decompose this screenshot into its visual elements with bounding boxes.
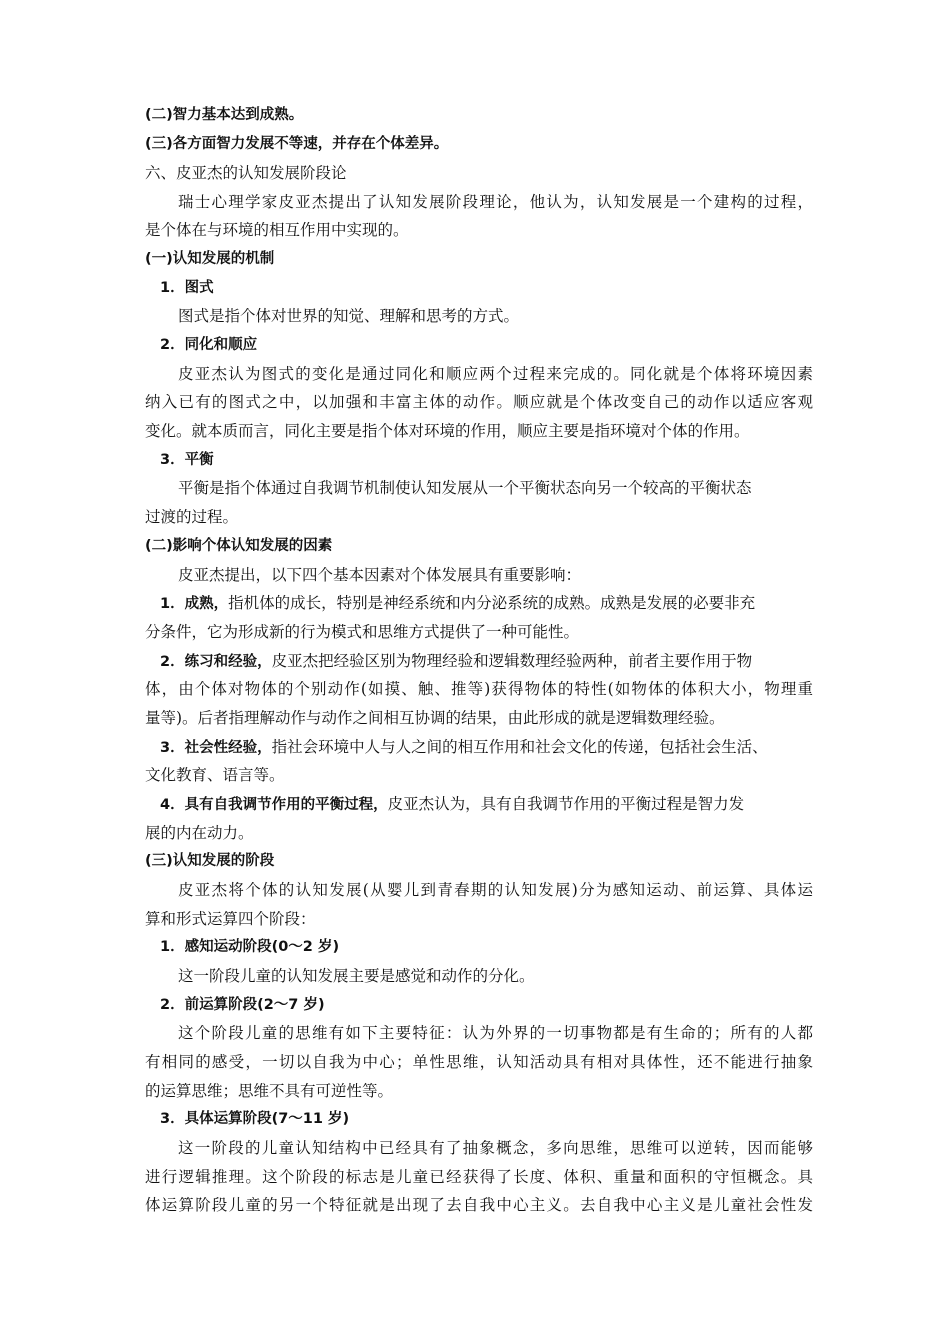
factor-text: 指机体的成长，特别是神经系统和内分泌系统的成熟。成熟是发展的必要非充 [228,594,756,612]
heading-stages: (三)认知发展的阶段 [145,853,275,869]
heading-intelligence-unequal: (三)各方面智力发展不等速，并存在个体差异。 [145,136,449,152]
heading-mechanism: (一)认知发展的机制 [145,251,275,267]
factor-label: 3．社会性经验， [160,740,272,756]
factor-text: 皮亚杰把经验区别为物理经验和逻辑数理经验两种，前者主要作用于物 [271,652,753,670]
paragraph-line: 文化教育、语言等。 [145,766,285,784]
factor-equilibration [160,793,813,816]
factor-text: 指社会环境中人与人之间的相互作用和社会文化的传递，包括社会生活、 [271,738,768,756]
subheading-assimilation: 2．同化和顺应 [160,337,258,353]
heading-factors: (二)影响个体认知发展的因素 [145,538,333,554]
paragraph-line: 平衡是指个体通过自我调节机制使认知发展从一个平衡状态向另一个较高的平衡状态 [178,479,752,497]
factor-label: 2．练习和经验， [160,654,272,670]
factor-social [160,736,813,759]
paragraph-line: 皮亚杰提出，以下四个基本因素对个体发展具有重要影响： [178,566,582,584]
factor-experience [160,650,813,673]
paragraph-line: 纳入已有的图式之中，以加强和丰富主体的动作。顺应就是个体改变自己的动作以适应客观 [145,393,813,411]
paragraph-line: 体运算阶段儿童的另一个特征就是出现了去自我中心主义。去自我中心主义是儿童社会性发 [145,1196,813,1214]
factor-maturation [160,592,813,615]
paragraph-line: 这一阶段儿童的认知发展主要是感觉和动作的分化。 [178,967,535,985]
paragraph-line: 进行逻辑推理。这个阶段的标志是儿童已经获得了长度、体积、重量和面积的守恒概念。具 [145,1168,813,1186]
paragraph-line: 有相同的感受，一切以自我为中心；单性思维，认知活动具有相对具体性，还不能进行抽象 [145,1053,813,1071]
paragraph-line: 皮亚杰将个体的认知发展(从婴儿到青春期的认知发展)分为感知运动、前运算、具体运 [178,881,813,899]
heading-intelligence-mature: (二)智力基本达到成熟。 [145,107,304,123]
factor-text: 皮亚杰认为，具有自我调节作用的平衡过程是智力发 [387,795,745,813]
paragraph-line: 这个阶段儿童的思维有如下主要特征：认为外界的一切事物都是有生命的；所有的人都 [178,1024,813,1042]
subheading-concrete: 3．具体运算阶段(7～11 岁) [160,1111,350,1127]
paragraph-line: 图式是指个体对世界的知觉、理解和思考的方式。 [178,307,520,325]
paragraph-line: 是个体在与环境的相互作用中实现的。 [145,221,409,239]
paragraph-line: 体，由个体对物体的个别动作(如摸、触、推等)获得物体的特性(如物体的体积大小，物理重 [145,680,813,698]
paragraph-line: 瑞士心理学家皮亚杰提出了认知发展阶段理论，他认为，认知发展是一个建构的过程， [178,193,813,211]
paragraph-line: 过渡的过程。 [145,508,239,526]
paragraph-line: 量等)。后者指理解动作与动作之间相互协调的结果，由此形成的就是逻辑数理经验。 [145,709,725,727]
paragraph-line: 这一阶段的儿童认知结构中已经具有了抽象概念，多向思维，思维可以逆转，因而能够 [178,1139,813,1157]
factor-label: 1．成熟， [160,596,229,612]
subheading-equilibrium: 3．平衡 [160,452,214,468]
paragraph-line: 分条件，它为形成新的行为模式和思维方式提供了一种可能性。 [145,623,580,641]
paragraph-line: 皮亚杰认为图式的变化是通过同化和顺应两个过程来完成的。同化就是个体将环境因素 [178,365,813,383]
paragraph-line: 的运算思维；思维不具有可逆性等。 [145,1082,394,1100]
section-title-piaget: 六、皮亚杰的认知发展阶段论 [145,164,347,182]
factor-label: 4．具有自我调节作用的平衡过程， [160,797,388,813]
paragraph-line: 算和形式运算四个阶段： [145,910,316,928]
paragraph-line: 变化。就本质而言，同化主要是指个体对环境的作用，顺应主要是指环境对个体的作用。 [145,422,750,440]
subheading-schema: 1．图式 [160,280,214,296]
paragraph-line: 展的内在动力。 [145,824,254,842]
subheading-sensorimotor: 1．感知运动阶段(0～2 岁) [160,939,340,955]
subheading-preoperational: 2．前运算阶段(2～7 岁) [160,997,325,1013]
